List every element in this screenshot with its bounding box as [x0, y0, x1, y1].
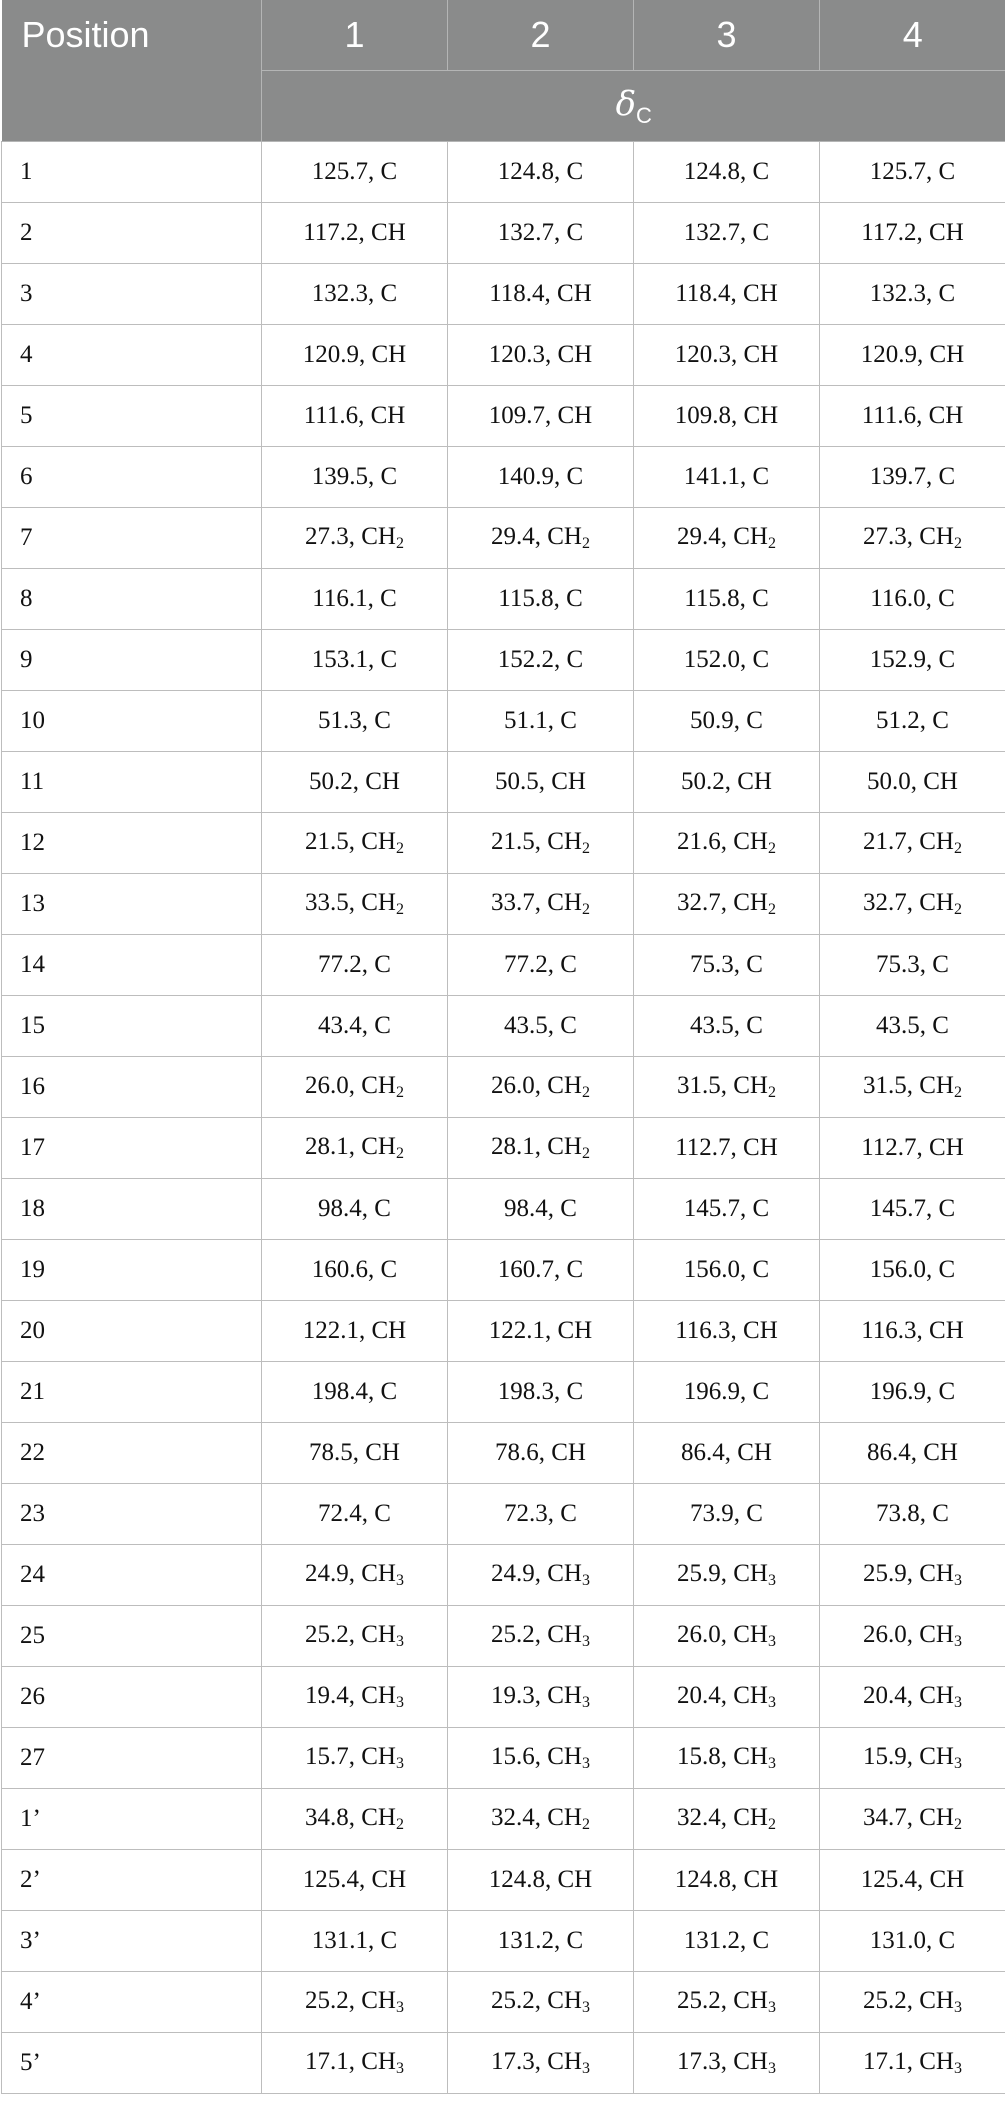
shift-cell: 109.8, CH: [634, 386, 820, 447]
shift-cell: 122.1, CH: [448, 1301, 634, 1362]
table-row: [2, 1789, 1005, 1850]
shift-cell: 33.5, $CH_2$: [262, 874, 448, 935]
shift-cell: 43.5, C: [634, 996, 820, 1057]
table-row: [2, 1179, 1005, 1240]
shift-cell: 26.0, $CH_3$: [820, 1606, 1005, 1667]
shift-cell: 27.3, $CH_2$: [820, 508, 1005, 569]
position-cell: 23: [2, 1484, 262, 1545]
shift-cell: 25.2, $CH_3$: [634, 1972, 820, 2033]
position-cell: 21: [2, 1362, 262, 1423]
table-row: [2, 203, 1005, 264]
position-cell: 11: [2, 752, 262, 813]
shift-cell: 117.2, CH: [820, 203, 1005, 264]
position-cell: 20: [2, 1301, 262, 1362]
shift-cell: 125.4, CH: [820, 1850, 1005, 1911]
table-row: [2, 142, 1005, 203]
position-cell: 12: [2, 813, 262, 874]
position-cell: 8: [2, 569, 262, 630]
position-cell: 7: [2, 508, 262, 569]
position-cell: 19: [2, 1240, 262, 1301]
shift-cell: 19.3, $CH_3$: [448, 1667, 634, 1728]
shift-cell: 118.4, CH: [448, 264, 634, 325]
position-cell: 1’: [2, 1789, 262, 1850]
table-row: [2, 1545, 1005, 1606]
shift-cell: 25.2, $CH_3$: [820, 1972, 1005, 2033]
shift-cell: 86.4, CH: [634, 1423, 820, 1484]
shift-cell: 112.7, CH: [634, 1118, 820, 1179]
shift-cell: 33.7, $CH_2$: [448, 874, 634, 935]
delta-symbol: δ: [615, 83, 637, 124]
position-cell: 14: [2, 935, 262, 996]
shift-cell: 196.9, C: [820, 1362, 1005, 1423]
shift-cell: 29.4, $CH_2$: [448, 508, 634, 569]
shift-cell: 51.3, C: [262, 691, 448, 752]
shift-cell: 115.8, C: [634, 569, 820, 630]
nmr-data-table: [1, 0, 1005, 2094]
shift-cell: 111.6, CH: [820, 386, 1005, 447]
shift-cell: 21.5, $CH_2$: [262, 813, 448, 874]
position-cell: 2: [2, 203, 262, 264]
position-cell: 5’: [2, 2033, 262, 2094]
table-row: [2, 447, 1005, 508]
shift-cell: 78.6, CH: [448, 1423, 634, 1484]
position-cell: 25: [2, 1606, 262, 1667]
table-row: [2, 1057, 1005, 1118]
shift-cell: 141.1, C: [634, 447, 820, 508]
shift-cell: 50.5, CH: [448, 752, 634, 813]
table-row: [2, 935, 1005, 996]
shift-cell: 50.0, CH: [820, 752, 1005, 813]
shift-cell: 17.3, $CH_3$: [634, 2033, 820, 2094]
shift-cell: 51.2, C: [820, 691, 1005, 752]
shift-cell: 72.3, C: [448, 1484, 634, 1545]
shift-cell: 20.4, $CH_3$: [820, 1667, 1005, 1728]
position-cell: 10: [2, 691, 262, 752]
position-cell: 6: [2, 447, 262, 508]
table-row: [2, 508, 1005, 569]
shift-cell: 124.8, C: [634, 142, 820, 203]
shift-cell: 25.2, $CH_3$: [262, 1606, 448, 1667]
shift-cell: 25.9, $CH_3$: [820, 1545, 1005, 1606]
table-row: [2, 2033, 1005, 2094]
position-cell: 9: [2, 630, 262, 691]
shift-cell: 145.7, C: [634, 1179, 820, 1240]
shift-cell: 19.4, $CH_3$: [262, 1667, 448, 1728]
shift-cell: 125.7, C: [820, 142, 1005, 203]
shift-cell: 132.7, C: [448, 203, 634, 264]
shift-cell: 17.1, $CH_3$: [820, 2033, 1005, 2094]
shift-cell: 156.0, C: [820, 1240, 1005, 1301]
shift-cell: 27.3, $CH_2$: [262, 508, 448, 569]
shift-cell: 116.1, C: [262, 569, 448, 630]
shift-cell: 78.5, CH: [262, 1423, 448, 1484]
table-row: [2, 1728, 1005, 1789]
shift-cell: 32.7, $CH_2$: [820, 874, 1005, 935]
shift-cell: 118.4, CH: [634, 264, 820, 325]
shift-cell: 34.8, $CH_2$: [262, 1789, 448, 1850]
shift-cell: 75.3, C: [634, 935, 820, 996]
shift-cell: 43.4, C: [262, 996, 448, 1057]
table-row: [2, 813, 1005, 874]
shift-cell: 132.3, C: [262, 264, 448, 325]
shift-cell: 125.7, C: [262, 142, 448, 203]
shift-cell: 15.7, $CH_3$: [262, 1728, 448, 1789]
shift-cell: 34.7, $CH_2$: [820, 1789, 1005, 1850]
shift-cell: 139.5, C: [262, 447, 448, 508]
shift-cell: 124.8, CH: [448, 1850, 634, 1911]
table-header: [2, 0, 1005, 142]
shift-cell: 50.9, C: [634, 691, 820, 752]
shift-cell: 17.1, $CH_3$: [262, 2033, 448, 2094]
shift-cell: 21.6, $CH_2$: [634, 813, 820, 874]
shift-cell: 51.1, C: [448, 691, 634, 752]
table-row: [2, 752, 1005, 813]
shift-cell: 29.4, $CH_2$: [634, 508, 820, 569]
shift-cell: 152.0, C: [634, 630, 820, 691]
delta-subscript: C: [636, 102, 652, 128]
shift-cell: 131.2, C: [448, 1911, 634, 1972]
table-row: [2, 1301, 1005, 1362]
position-cell: 24: [2, 1545, 262, 1606]
shift-cell: 31.5, $CH_2$: [820, 1057, 1005, 1118]
shift-cell: 198.3, C: [448, 1362, 634, 1423]
table-row: [2, 1911, 1005, 1972]
shift-cell: 152.2, C: [448, 630, 634, 691]
shift-cell: 21.5, $CH_2$: [448, 813, 634, 874]
shift-cell: 120.9, CH: [262, 325, 448, 386]
table-row: [2, 1118, 1005, 1179]
position-cell: 27: [2, 1728, 262, 1789]
table-row: [2, 386, 1005, 447]
shift-cell: 139.7, C: [820, 447, 1005, 508]
shift-cell: 131.1, C: [262, 1911, 448, 1972]
table-row: [2, 1362, 1005, 1423]
shift-cell: 75.3, C: [820, 935, 1005, 996]
compound-header-1: 1: [262, 0, 448, 71]
shift-cell: 140.9, C: [448, 447, 634, 508]
shift-cell: 124.8, CH: [634, 1850, 820, 1911]
table-row: [2, 630, 1005, 691]
shift-cell: 28.1, $CH_2$: [262, 1118, 448, 1179]
table-row: [2, 996, 1005, 1057]
shift-cell: 122.1, CH: [262, 1301, 448, 1362]
shift-cell: 20.4, $CH_3$: [634, 1667, 820, 1728]
position-cell: 18: [2, 1179, 262, 1240]
shift-cell: 156.0, C: [634, 1240, 820, 1301]
shift-cell: 73.8, C: [820, 1484, 1005, 1545]
position-cell: 16: [2, 1057, 262, 1118]
shift-cell: 25.2, $CH_3$: [448, 1606, 634, 1667]
delta-c-header: [262, 71, 1005, 142]
table-row: [2, 569, 1005, 630]
shift-cell: 117.2, CH: [262, 203, 448, 264]
shift-cell: 196.9, C: [634, 1362, 820, 1423]
shift-cell: 131.2, C: [634, 1911, 820, 1972]
position-cell: 2’: [2, 1850, 262, 1911]
shift-cell: 131.0, C: [820, 1911, 1005, 1972]
table-body: [2, 142, 1005, 2094]
shift-cell: 31.5, $CH_2$: [634, 1057, 820, 1118]
shift-cell: 72.4, C: [262, 1484, 448, 1545]
table-row: [2, 1850, 1005, 1911]
compound-header-3: 3: [634, 0, 820, 71]
shift-cell: 28.1, $CH_2$: [448, 1118, 634, 1179]
shift-cell: 77.2, C: [448, 935, 634, 996]
shift-cell: 21.7, $CH_2$: [820, 813, 1005, 874]
position-cell: 4’: [2, 1972, 262, 2033]
table-row: [2, 1667, 1005, 1728]
shift-cell: 73.9, C: [634, 1484, 820, 1545]
shift-cell: 25.2, $CH_3$: [262, 1972, 448, 2033]
shift-cell: 15.6, $CH_3$: [448, 1728, 634, 1789]
position-cell: 1: [2, 142, 262, 203]
shift-cell: 24.9, $CH_3$: [448, 1545, 634, 1606]
table-row: [2, 264, 1005, 325]
shift-cell: 132.7, C: [634, 203, 820, 264]
shift-cell: 43.5, C: [448, 996, 634, 1057]
shift-cell: 98.4, C: [448, 1179, 634, 1240]
compound-header-4: 4: [820, 0, 1005, 71]
position-cell: 3: [2, 264, 262, 325]
shift-cell: 26.0, $CH_2$: [262, 1057, 448, 1118]
position-cell: 26: [2, 1667, 262, 1728]
table-row: [2, 1606, 1005, 1667]
shift-cell: 32.4, $CH_2$: [634, 1789, 820, 1850]
shift-cell: 86.4, CH: [820, 1423, 1005, 1484]
shift-cell: 160.6, C: [262, 1240, 448, 1301]
position-cell: 22: [2, 1423, 262, 1484]
position-cell: 15: [2, 996, 262, 1057]
shift-cell: 115.8, C: [448, 569, 634, 630]
table-row: [2, 1240, 1005, 1301]
shift-cell: 145.7, C: [820, 1179, 1005, 1240]
shift-cell: 111.6, CH: [262, 386, 448, 447]
table-row: [2, 874, 1005, 935]
shift-cell: 98.4, C: [262, 1179, 448, 1240]
shift-cell: 116.3, CH: [634, 1301, 820, 1362]
compound-header-2: 2: [448, 0, 634, 71]
table-row: [2, 1484, 1005, 1545]
position-cell: 13: [2, 874, 262, 935]
table-row: [2, 325, 1005, 386]
shift-cell: 32.7, $CH_2$: [634, 874, 820, 935]
shift-cell: 43.5, C: [820, 996, 1005, 1057]
shift-cell: 120.9, CH: [820, 325, 1005, 386]
position-cell: 4: [2, 325, 262, 386]
shift-cell: 116.3, CH: [820, 1301, 1005, 1362]
shift-cell: 15.9, $CH_3$: [820, 1728, 1005, 1789]
shift-cell: 124.8, C: [448, 142, 634, 203]
shift-cell: 109.7, CH: [448, 386, 634, 447]
shift-cell: 32.4, $CH_2$: [448, 1789, 634, 1850]
shift-cell: 120.3, CH: [634, 325, 820, 386]
position-header: Position: [2, 0, 262, 142]
position-cell: 5: [2, 386, 262, 447]
shift-cell: 15.8, $CH_3$: [634, 1728, 820, 1789]
table-row: [2, 691, 1005, 752]
shift-cell: 24.9, $CH_3$: [262, 1545, 448, 1606]
shift-cell: 153.1, C: [262, 630, 448, 691]
shift-cell: 116.0, C: [820, 569, 1005, 630]
table-row: [2, 1972, 1005, 2033]
position-cell: 3’: [2, 1911, 262, 1972]
shift-cell: 50.2, CH: [262, 752, 448, 813]
shift-cell: 17.3, $CH_3$: [448, 2033, 634, 2094]
shift-cell: 132.3, C: [820, 264, 1005, 325]
shift-cell: 77.2, C: [262, 935, 448, 996]
shift-cell: 160.7, C: [448, 1240, 634, 1301]
shift-cell: 152.9, C: [820, 630, 1005, 691]
shift-cell: 198.4, C: [262, 1362, 448, 1423]
shift-cell: 50.2, CH: [634, 752, 820, 813]
shift-cell: 112.7, CH: [820, 1118, 1005, 1179]
shift-cell: 120.3, CH: [448, 325, 634, 386]
table-row: [2, 1423, 1005, 1484]
shift-cell: 25.9, $CH_3$: [634, 1545, 820, 1606]
shift-cell: 125.4, CH: [262, 1850, 448, 1911]
shift-cell: 26.0, $CH_3$: [634, 1606, 820, 1667]
shift-cell: 25.2, $CH_3$: [448, 1972, 634, 2033]
position-cell: 17: [2, 1118, 262, 1179]
shift-cell: 26.0, $CH_2$: [448, 1057, 634, 1118]
